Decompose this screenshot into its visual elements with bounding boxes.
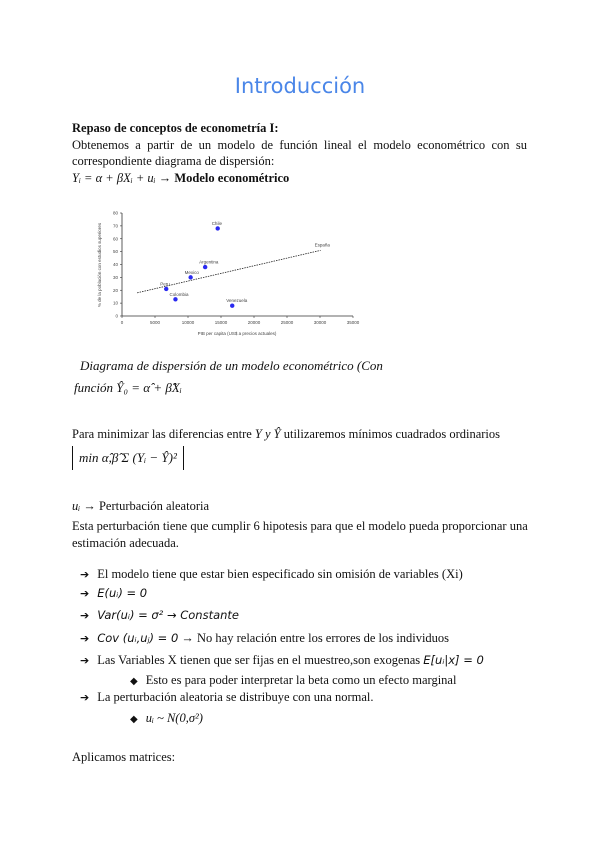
bullet-formula: Cov (uᵢ,uⱼ) = 0 [97,631,179,645]
y-tick-label: 0 [115,313,118,319]
ols-formula: min α̂,β̂ Σ (Yᵢ − Ŷ)² [72,446,184,470]
y-tick-label: 40 [112,262,118,267]
data-point-label: Peru [160,281,170,287]
y-axis-label: % de la población con estudios superiores [97,222,102,308]
disturbance-label: Perturbación aleatoria [98,499,210,513]
y-tick-label: 80 [112,210,118,216]
caption-text: función [74,380,113,395]
arrow-bullet-icon: ➔ [80,691,90,704]
scatter-chart [95,205,375,340]
sub-bullet-item [130,711,203,726]
intro-paragraph-line: correspondiente diagrama de dispersión: [72,154,275,168]
disturbance-line [72,499,209,514]
y-tick-label: 20 [112,287,118,293]
page-title: Introducción [234,74,366,98]
bullet-item [80,690,374,705]
x-tick-label: 20000 [247,320,261,325]
bullet-item [80,631,449,646]
bullet-formula: Var(uᵢ) = σ² → Constante [97,608,240,622]
data-point [188,275,192,279]
y-tick-label: 60 [112,236,118,242]
sub-bullet-text: Esto es para poder interpretar la beta como un efecto marginal [145,673,457,687]
model-formula: Yᵢ = α + βXᵢ + uᵢ → [72,171,172,185]
data-point [230,304,234,308]
ols-variables: Y y Ŷ [254,427,281,441]
data-point-label: Chile [211,220,222,226]
hypothesis-paragraph-line: estimación adecuada. [72,536,179,550]
diamond-bullet-icon: ◆ [130,714,138,725]
figure-caption-formula-line [74,380,182,396]
arrow-bullet-icon: ➔ [80,632,90,645]
caption-formula: Ŷ₀ = α̂ + β̂Xᵢ [116,380,182,395]
bullet-item [80,653,484,668]
ols-text: utilizaremos mínimos cuadrados ordinarios [283,427,501,441]
section-heading: Repaso de conceptos de econometría I: [72,121,279,135]
ols-text: Para minimizar las diferencias entre [72,427,252,441]
sub-bullet-formula: uᵢ ~ N(0,σ²) [145,711,203,725]
arrow-bullet-icon: ➔ [80,654,90,667]
disturbance-formula: uᵢ → [72,499,96,513]
bullet-formula: E[uᵢ|x] = 0 [423,653,484,667]
arrow-bullet-icon: ➔ [80,587,90,600]
y-tick-label: 70 [112,223,118,229]
y-tick-label: 50 [112,249,118,255]
x-tick-label: 5000 [149,320,161,325]
bullet-item [80,608,239,623]
bullet-text: La perturbación aleatoria se distribuye con una normal. [97,690,374,704]
model-label: Modelo econométrico [174,171,290,185]
x-tick-label: 25000 [280,320,294,325]
data-point [216,226,220,230]
bullet-item [80,586,147,601]
ols-paragraph [72,427,500,442]
data-point [173,297,177,301]
data-point-label: Colombia [169,291,189,297]
y-tick-label: 10 [112,300,118,306]
bullet-text: El modelo tiene que estar bien especificado sin omisión de variables (Xi) [97,567,463,581]
y-tick-label: 30 [112,274,118,280]
model-equation [72,171,289,186]
figure-caption: Diagrama de dispersión de un modelo econométrico (Con [80,358,383,373]
bullet-text: Las Variables X tienen que ser fijas en el muestreo,son exogenas [97,653,421,667]
intro-paragraph-line: Obtenemos a partir de un modelo de función lineal el modelo econométrico con su [72,138,527,152]
diamond-bullet-icon: ◆ [130,676,138,687]
data-point-label: Mexico [184,269,199,275]
x-tick-label: 10000 [181,320,195,325]
data-point [203,265,207,269]
x-tick-label: 0 [120,320,124,325]
bullet-text: → No hay relación entre los errores de los individuos [181,631,450,645]
arrow-bullet-icon: ➔ [80,609,90,622]
x-tick-label: 30000 [313,320,327,325]
data-point-label: Venezuela [226,298,248,304]
bullet-item [80,567,463,582]
bullet-formula: E(uᵢ) = 0 [97,586,148,600]
sub-bullet-item [130,673,456,688]
data-point-label: Argentina [199,259,219,265]
arrow-bullet-icon: ➔ [80,568,90,581]
closing-text: Aplicamos matrices: [72,750,176,764]
trendline-label: España [314,242,330,248]
hypothesis-paragraph-line: Esta perturbación tiene que cumplir 6 hipotesis para que el modelo pueda proporcionar una [72,519,528,533]
data-point [164,287,168,291]
x-axis-label: PIB per capita (US$ a precios actuales) [197,331,277,336]
x-tick-label: 35000 [346,320,360,325]
x-tick-label: 15000 [214,320,228,325]
